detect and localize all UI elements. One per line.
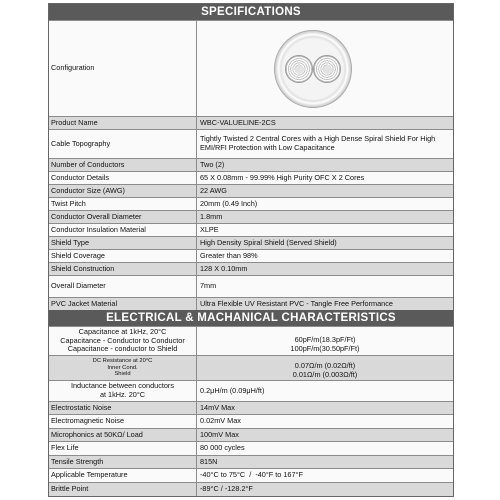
elec-row-flex-life: Flex Life 80 000 cycles [49,441,453,455]
spec-row-conductor-diameter: Conductor Overall Diameter 1.8mm [49,210,453,223]
cable-cross-section-image [274,30,352,108]
spec-row-overall-diameter: Overall Diameter 7mm [49,275,453,297]
elec-row-microphonics: Microphonics at 50KΩ/ Load 100mV Max [49,428,453,441]
elec-row-inductance: Inductance between conductors at 1kHz. 20°C 0.2μH/m (0.09μH/ft) [49,380,453,401]
spec-row-insulation-material: Conductor Insulation Material XLPE [49,223,453,236]
spec-row-cable-topography: Cable Topography Tightly Twisted 2 Central Cores with a High Dense Spiral Shield For High EMI/RFI Protection with Low Capacitance [49,129,453,158]
elec-row-tensile-strength: Tensile Strength 815N [49,455,453,468]
elec-row-electromagnetic-noise: Electromagnetic Noise 0.02mV Max [49,414,453,428]
elec-row-applicable-temperature: Applicable Temperature -40°C to 75°C / -40°F to 167°F [49,468,453,482]
specifications-banner: SPECIFICATIONS [49,4,453,20]
spec-row-conductor-size: Conductor Size (AWG) 22 AWG [49,184,453,197]
elec-row-brittle-point: Brittle Point -89°C / -128.2°F [49,482,453,496]
config-row [49,20,453,116]
spec-row-conductor-details: Conductor Details 65 X 0.08mm - 99.99% High Purity OFC X 2 Cores [49,171,453,184]
spec-row-shield-coverage: Shield Coverage Greater than 98% [49,249,453,262]
spec-row-shield-construction: Shield Construction 128 X 0.10mm [49,262,453,275]
spec-row-pvc-jacket: PVC Jacket Material Ultra Flexible UV Resistant PVC - Tangle Free Performance [49,297,453,310]
elec-row-capacitance: Capacitance at 1kHz, 20°C Capacitance - Conductor to Conductor Capacitance - conductor to Shield 60pF/m(18.3pF/Ft) 100pF/m(30.50pF/Ft) [49,326,453,355]
config-label: Configuration [49,21,197,116]
spec-sheet [48,3,454,497]
core-right [313,55,341,83]
spec-row-number-of-conductors: Number of Conductors Two (2) [49,158,453,171]
spec-row-shield-type: Shield Type High Density Spiral Shield (Served Shield) [49,236,453,249]
core-left [285,55,313,83]
elec-row-electrostatic-noise: Electrostatic Noise 14mV Max [49,401,453,414]
spec-row-twist-pitch: Twist Pitch 20mm (0.49 Inch) [49,197,453,210]
spec-row-product-name: Product Name WBC-VALUELINE-2CS [49,116,453,129]
elec-row-dc-resistance: DC Resistance at 20°C Inner Cond. Shield 0.07Ω/m (0.02Ω/ft) 0.01Ω/m (0.003Ω/ft) [49,355,453,380]
electrical-banner: ELECTRICAL & MACHANICAL CHARACTERISTICS [49,310,453,326]
